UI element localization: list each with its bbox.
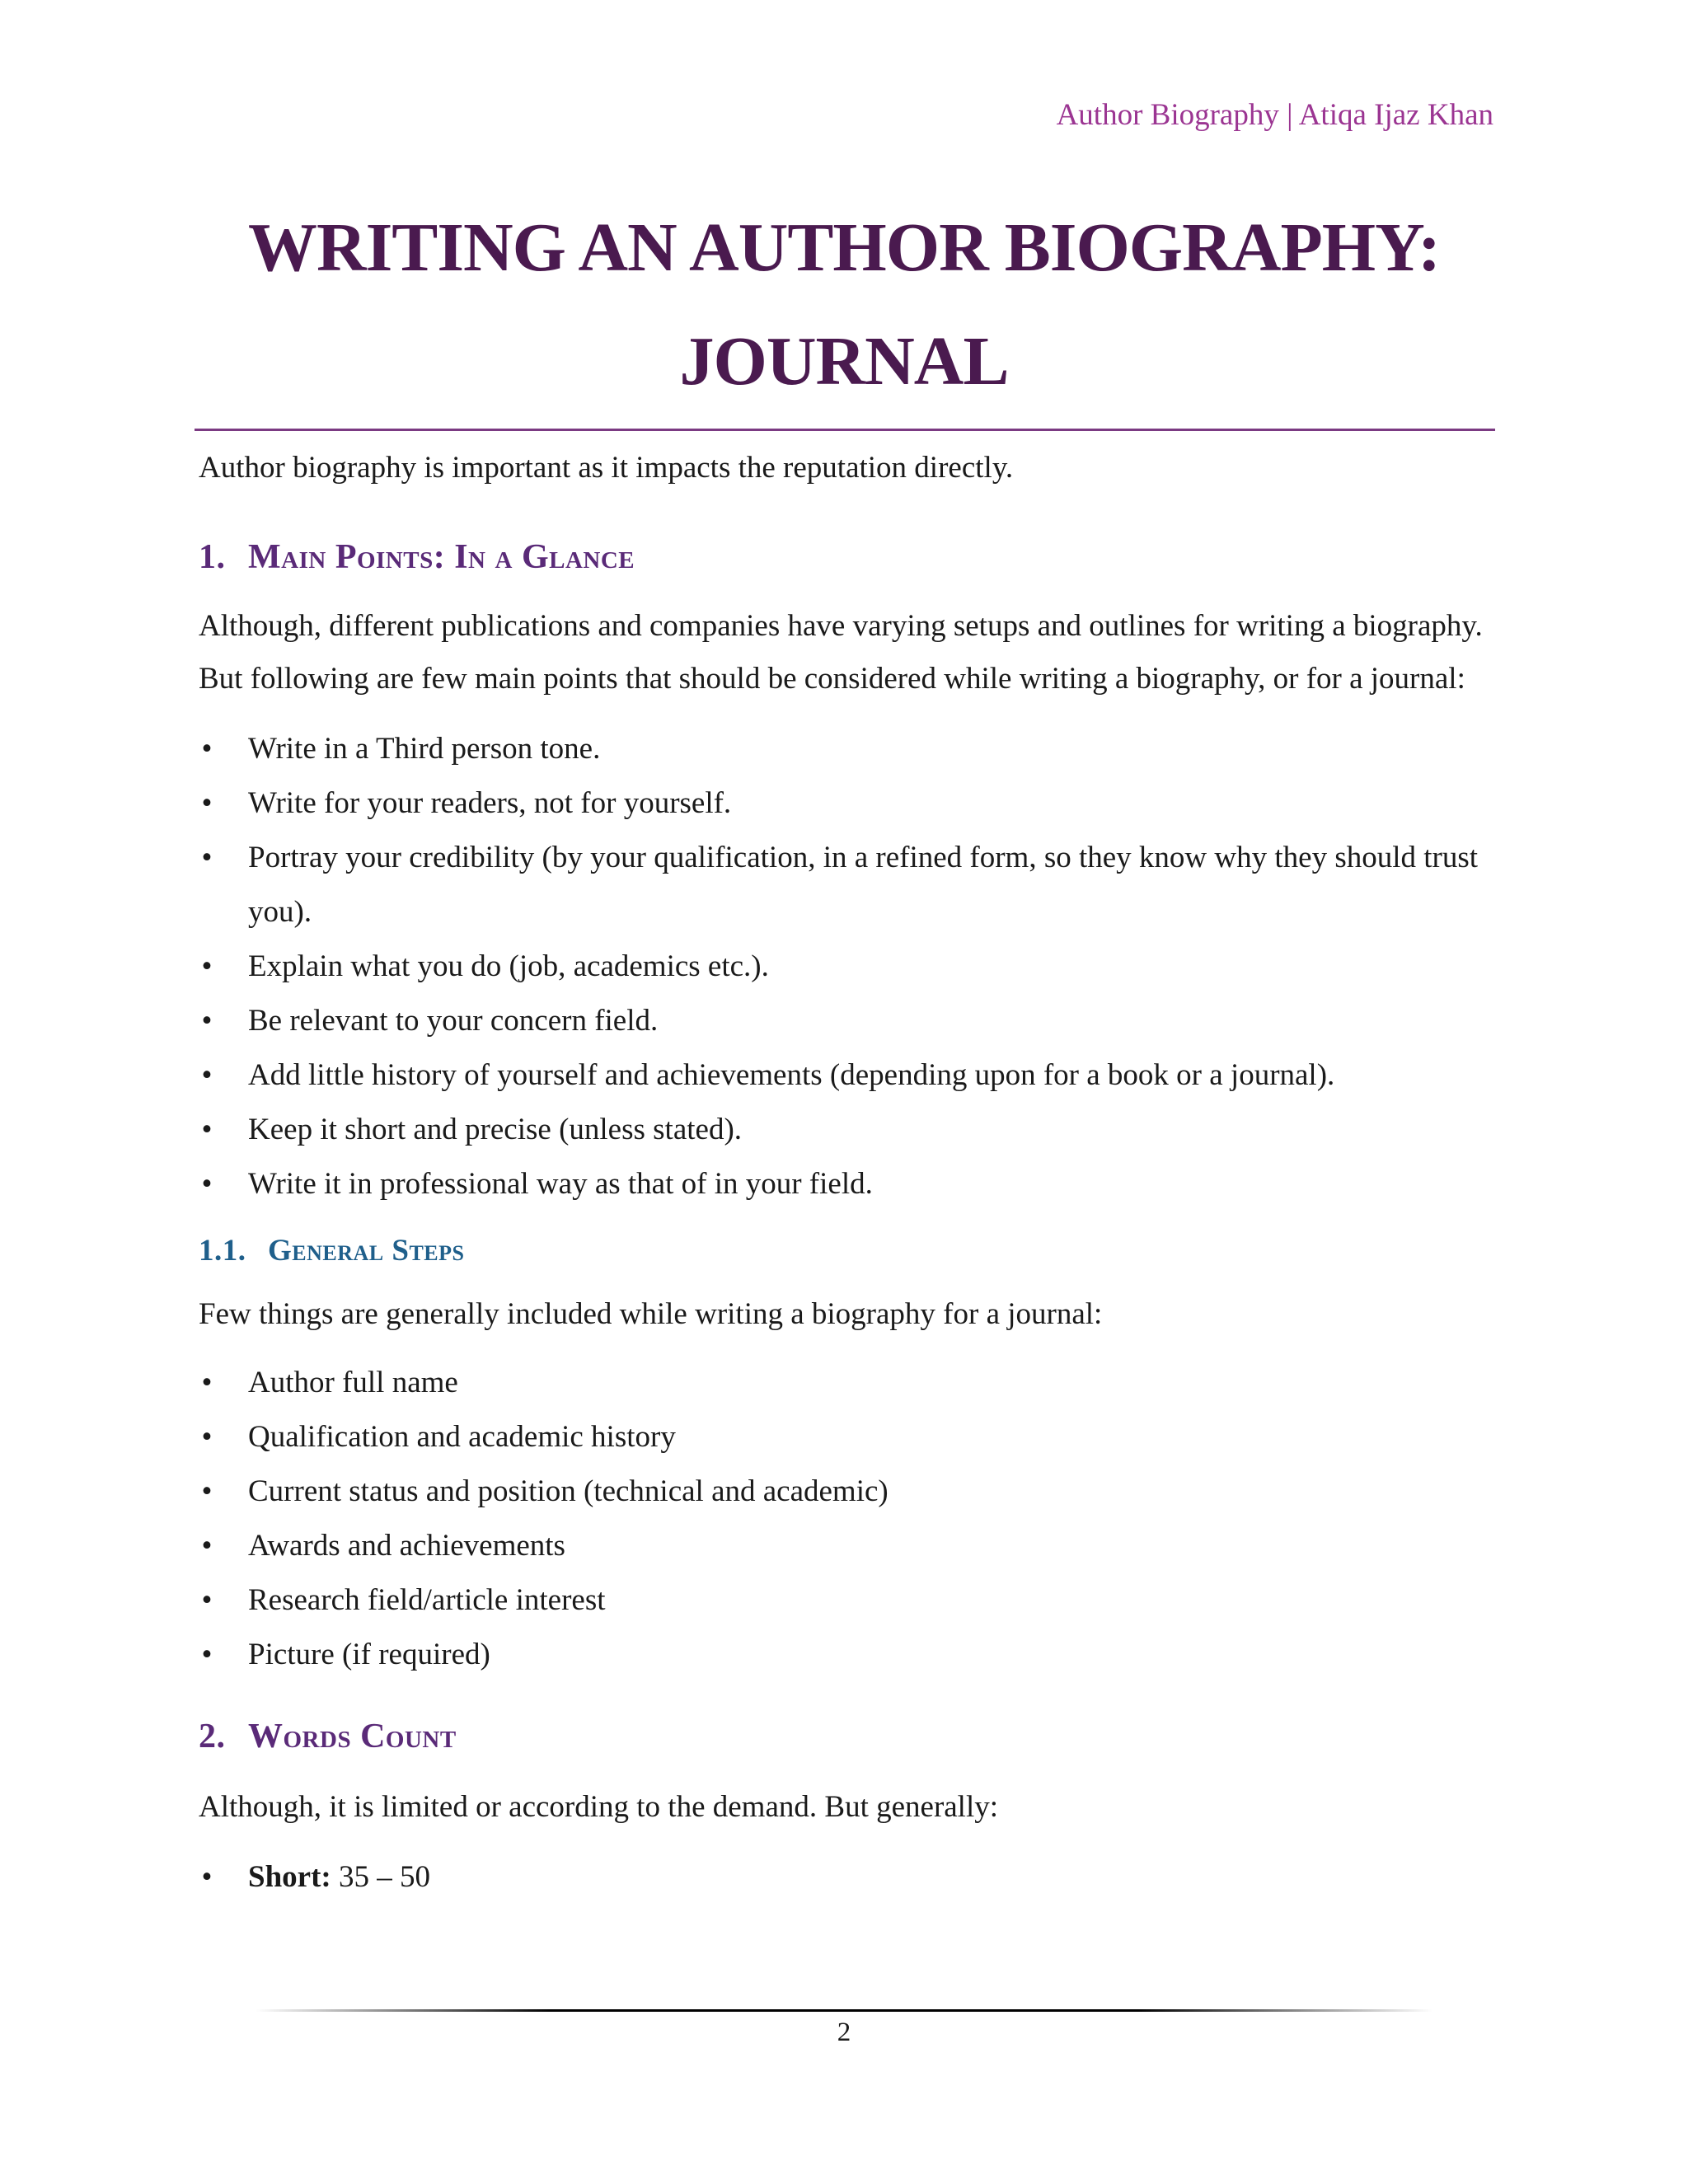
section-1-bullet-list — [199, 722, 1493, 1212]
bullet-icon: • — [201, 1474, 213, 1508]
list-item: • Write it in professional way as that of in your field. — [199, 1157, 1493, 1212]
section-1-1-number: 1.1. — [199, 1234, 246, 1268]
section-2-bullet-list — [199, 1850, 1493, 1905]
bullet-icon: • — [201, 841, 213, 874]
bullet-icon: • — [201, 1638, 213, 1671]
list-item: • Write in a Third person tone. — [199, 722, 1493, 776]
list-item: • Keep it short and precise (unless stated). — [199, 1103, 1493, 1157]
words-count-label: Short: — [248, 1860, 331, 1894]
bullet-icon: • — [201, 1004, 213, 1038]
list-item: • Be relevant to your concern field. — [199, 994, 1493, 1048]
bullet-icon: • — [201, 1113, 213, 1146]
section-1-1-bullet-list — [199, 1356, 1493, 1682]
footer-divider — [256, 2009, 1432, 2012]
bullet-icon: • — [201, 732, 213, 766]
bullet-icon: • — [201, 1420, 213, 1454]
list-item: • Portray your credibility (by your qualification, in a refined form, so they know why they should trust you). — [199, 831, 1493, 940]
list-item: • Explain what you do (job, academics etc.). — [199, 940, 1493, 994]
bullet-icon: • — [201, 1366, 213, 1399]
running-header: Author Biography | Atiqa Ijaz Khan — [1056, 98, 1493, 132]
words-count-value: 35 – 50 — [338, 1860, 430, 1894]
bullet-icon: • — [201, 1167, 213, 1201]
section-2-title: Words Count — [248, 1718, 457, 1755]
document-title — [195, 191, 1493, 419]
section-1-title: Main Points: In a Glance — [248, 538, 635, 576]
page-number: 2 — [837, 2018, 851, 2047]
section-1-1-paragraph: Few things are generally included while writing a biography for a journal: — [199, 1297, 1103, 1331]
list-item: • Awards and achievements — [199, 1519, 1493, 1573]
bullet-icon: • — [201, 949, 213, 983]
section-2-number: 2. — [199, 1718, 226, 1755]
list-item: • Write for your readers, not for yourself. — [199, 776, 1493, 831]
section-1-number: 1. — [199, 538, 226, 576]
document-body — [199, 442, 1493, 1905]
document-title-line-1: WRITING AN AUTHOR BIOGRAPHY: — [247, 209, 1441, 286]
section-1-1-title: General Steps — [268, 1234, 465, 1268]
intro-paragraph: Author biography is important as it impacts the reputation directly. — [199, 451, 1014, 485]
section-1-heading — [199, 537, 1493, 577]
bullet-icon: • — [201, 1058, 213, 1092]
section-2-heading — [199, 1717, 1493, 1756]
list-item: • Current status and position (technical and academic) — [199, 1465, 1493, 1519]
bullet-icon: • — [201, 1860, 213, 1894]
document-title-line-2: JOURNAL — [679, 323, 1009, 400]
title-divider — [195, 429, 1495, 431]
section-2-paragraph: Although, it is limited or according to the demand. But generally: — [199, 1790, 999, 1824]
bullet-icon: • — [201, 786, 213, 820]
list-item: • Add little history of yourself and achievements (depending upon for a book or a journal). — [199, 1048, 1493, 1103]
bullet-icon: • — [201, 1583, 213, 1617]
list-item — [199, 1850, 1493, 1905]
section-1-paragraph: Although, different publications and companies have varying setups and outlines for writing a biography. But following are few main points that should be considered while writing a biography, or for a journal: — [199, 609, 1483, 696]
list-item: • Picture (if required) — [199, 1628, 1493, 1682]
list-item: • Author full name — [199, 1356, 1493, 1410]
bullet-icon: • — [201, 1529, 213, 1563]
list-item: • Qualification and academic history — [199, 1410, 1493, 1465]
list-item: • Research field/article interest — [199, 1573, 1493, 1628]
section-1-1-heading — [199, 1233, 1493, 1268]
